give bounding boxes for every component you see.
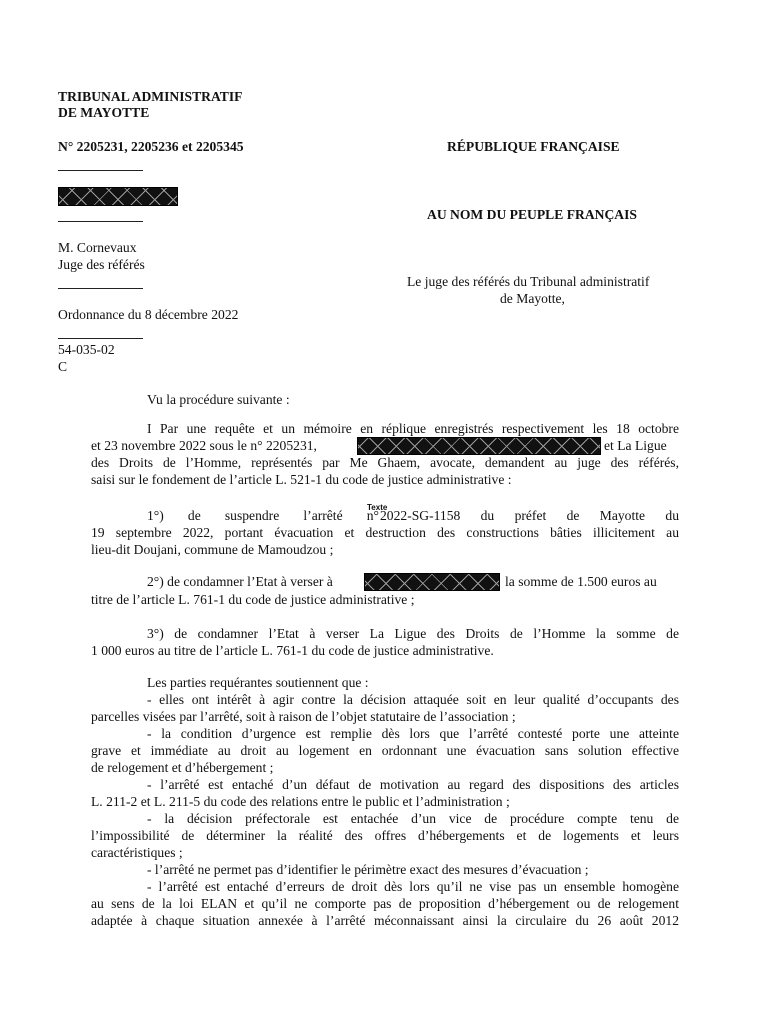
p1-line2-end: et La Ligue bbox=[604, 438, 667, 453]
judge-name: M. Cornevaux bbox=[58, 240, 137, 255]
redacted-applicants bbox=[357, 437, 601, 455]
p5-line3: parcelles visées par l’arrêté, soit à raison de l’objet statutaire de l’association ; bbox=[91, 709, 516, 724]
p5-line15: adaptée à chaque situation annexée à l’arrêté méconnaissant ainsi la circulaire du 26 août 2012 bbox=[91, 913, 679, 928]
p5-line8: L. 211-2 et L. 211-5 du code des relations entre le public et l’administration ; bbox=[91, 794, 510, 809]
p1-line4: saisi sur le fondement de l’article L. 521-1 du code de justice administrative : bbox=[91, 472, 512, 487]
p5-line1: Les parties requérantes soutiennent que : bbox=[147, 675, 369, 690]
p1-line1: I Par une requête et un mémoire en réplique enregistrés respectivement les 18 octobre bbox=[147, 421, 679, 436]
p5-line14: au sens de la loi ELAN et qu’il ne comporte pas de proposition d’hébergement ou de relogement bbox=[91, 896, 679, 911]
p5-line7: - l’arrêté est entaché d’un défaut de motivation au regard des dispositions des articles bbox=[147, 777, 679, 792]
text-stamp: Texte bbox=[367, 503, 388, 512]
p3-line1-end: la somme de 1.500 euros au bbox=[505, 574, 657, 589]
p3-line2: titre de l’article L. 761-1 du code de justice administrative ; bbox=[91, 592, 415, 607]
p5-line12: - l’arrêté ne permet pas d’identifier le périmètre exact des mesures d’évacuation ; bbox=[147, 862, 589, 877]
judge-intro-line2: de Mayotte, bbox=[500, 291, 565, 306]
divider bbox=[58, 338, 143, 339]
divider bbox=[58, 170, 143, 171]
classification-code: 54-035-02 bbox=[58, 342, 115, 357]
people-heading: AU NOM DU PEUPLE FRANÇAIS bbox=[427, 207, 637, 222]
p4-line2: 1 000 euros au titre de l’article L. 761-1 du code de justice administrative. bbox=[91, 643, 494, 658]
classification-letter: C bbox=[58, 359, 68, 374]
court-name-line2: DE MAYOTTE bbox=[58, 105, 150, 120]
case-numbers: N° 2205231, 2205236 et 2205345 bbox=[58, 139, 244, 154]
procedure-heading: Vu la procédure suivante : bbox=[147, 392, 290, 407]
p1-line2-start: et 23 novembre 2022 sous le n° 2205231, bbox=[91, 438, 317, 453]
divider bbox=[58, 288, 143, 289]
court-name-line1: TRIBUNAL ADMINISTRATIF bbox=[58, 89, 243, 104]
p5-line10: l’impossibilité de déterminer la réalité des offres d’hébergements et de logements et leurs bbox=[91, 828, 679, 843]
p5-line6: de relogement et d’hébergement ; bbox=[91, 760, 274, 775]
p1-line3: des Droits de l’Homme, représentés par Me Ghaem, avocate, demandent au juge des référés, bbox=[91, 455, 679, 470]
republic-heading: RÉPUBLIQUE FRANÇAISE bbox=[447, 139, 620, 154]
p2-line2: 19 septembre 2022, portant évacuation et destruction des constructions bâties illicitement au bbox=[91, 525, 679, 540]
p5-line9: - la décision préfectorale est entachée d’un vice de procédure compte tenu de bbox=[147, 811, 679, 826]
p2-line3: lieu-dit Doujani, commune de Mamoudzou ; bbox=[91, 542, 334, 557]
p2-line1-start: 1°) de suspendre l’arrêté n° bbox=[147, 508, 379, 523]
redacted-party-name bbox=[58, 187, 178, 206]
p5-line5: grave et immédiate au droit au logement en ordonnant une évacuation sans solution effective bbox=[91, 743, 679, 758]
order-date: Ordonnance du 8 décembre 2022 bbox=[58, 307, 239, 322]
redacted-applicant bbox=[364, 573, 500, 591]
divider bbox=[58, 221, 143, 222]
p5-line4: - la condition d’urgence est remplie dès lors que l’arrêté contesté porte une atteinte bbox=[147, 726, 679, 741]
p3-line1-start: 2°) de condamner l’Etat à verser à bbox=[147, 574, 333, 589]
judge-title: Juge des référés bbox=[58, 257, 145, 272]
p2-line1-end: 2022-SG-1158 du préfet de Mayotte du bbox=[380, 508, 679, 523]
p5-line2: - elles ont intérêt à agir contre la décision attaquée soit en leur qualité d’occupants des bbox=[147, 692, 679, 707]
p5-line11: caractéristiques ; bbox=[91, 845, 183, 860]
judge-intro-line1: Le juge des référés du Tribunal administratif bbox=[407, 274, 650, 289]
p5-line13: - l’arrêté est entaché d’erreurs de droit dès lors qu’il ne vise pas un ensemble homogène bbox=[147, 879, 679, 894]
p4-line1: 3°) de condamner l’Etat à verser La Ligue des Droits de l’Homme la somme de bbox=[147, 626, 679, 641]
